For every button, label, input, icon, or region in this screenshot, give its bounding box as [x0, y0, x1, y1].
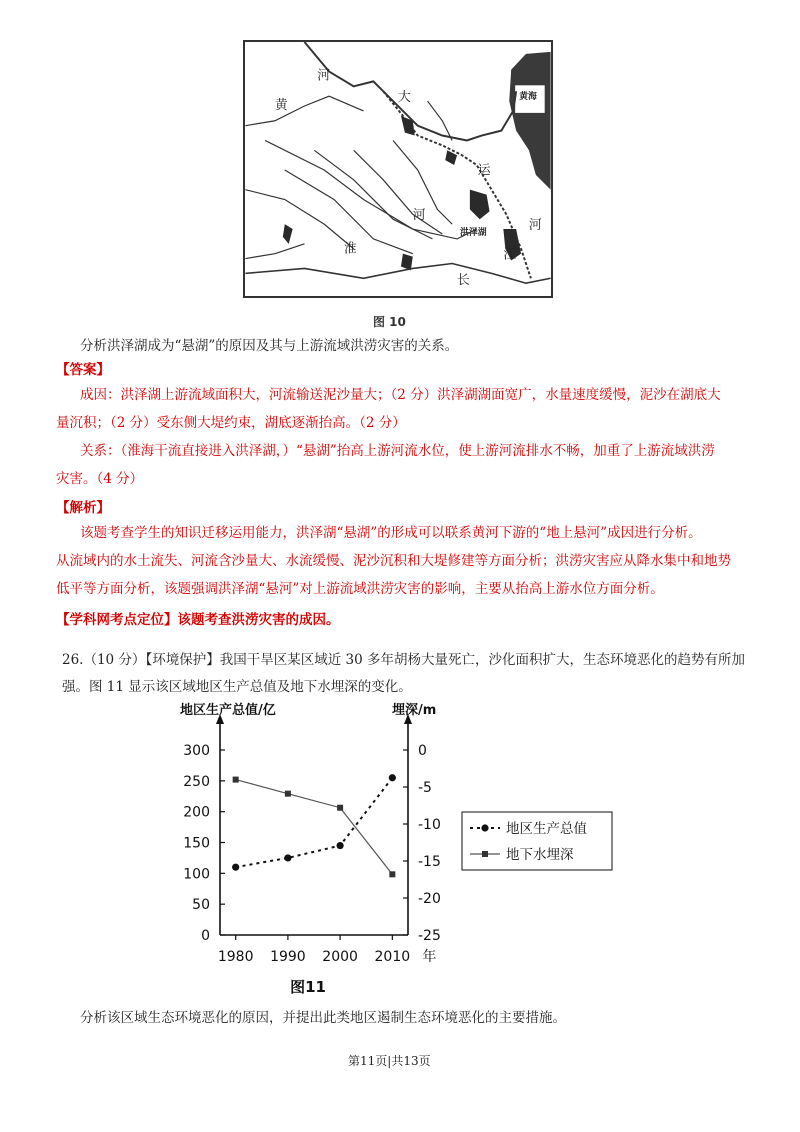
analysis-line-2: 从流域内的水土流失、河流含沙量大、水流缓慢、泥沙沉积和大堤修建等方面分析；洪涝灾害应从降水集中和地势 [56, 553, 731, 569]
series-line-groundwater [236, 780, 393, 875]
answer-line-2: 量沉积；（2 分）受东侧大堤约束，湖底逐渐抬高。（2 分） [56, 415, 406, 431]
yangtze-river-path [245, 264, 550, 284]
lake-west [283, 224, 293, 244]
map-label-huai: 淮 [343, 241, 357, 257]
left-tick-label: 100 [183, 866, 210, 883]
left-axis-label: 地区生产总值/亿 [180, 703, 276, 718]
chart-svg [170, 700, 620, 1000]
analysis-tag: 【解析】 [56, 500, 110, 516]
map-label-chang: 长 [457, 273, 470, 289]
legend-groundwater-marker [482, 851, 488, 857]
analysis-line-1: 该题考查学生的知识迁移运用能力，洪泽湖“悬湖”的形成可以联系黄河下游的“地上悬河”成因进行分析。 [80, 525, 702, 541]
lake-north-2 [445, 150, 457, 165]
map-label-da: 大 [398, 90, 411, 106]
right-tick-label: 0 [418, 743, 427, 759]
page-footer: 第11页|共13页 [348, 1054, 431, 1068]
groundwater-point [285, 791, 291, 797]
left-tick-label: 150 [183, 835, 210, 852]
legend-gdp-label: 地区生产总值 [506, 821, 587, 837]
q26-line-1: 26.（10 分）【环境保护】我国干旱区某区域近 30 多年胡杨大量死亡，沙化面积扩大，生态环境恶化的趋势有所加 [62, 652, 745, 668]
x-unit-label: 年 [422, 949, 437, 965]
answer-tag: 【答案】 [56, 362, 110, 378]
groundwater-point [389, 871, 395, 877]
right-tick-label: -15 [418, 854, 441, 870]
analysis-line-3: 低平等方面分析，该题强调洪泽湖“悬河”对上游流域洪涝灾害的影响，主要从抬高上游水位方面分析。 [56, 581, 664, 597]
q26-question: 分析该区域生态环境恶化的原因，并提出此类地区遏制生态环境恶化的主要措施。 [80, 1010, 566, 1026]
x-tick-label: 1980 [217, 949, 254, 965]
map-label-yun: 运 [477, 162, 491, 178]
answer-line-1: 成因：洪泽湖上游流域面积大，河流输送泥沙量大；（2 分）洪泽湖湖面宽广，水量速度缓慢，泥沙在湖底大 [80, 387, 721, 403]
tributary-upper-left [245, 96, 363, 126]
tributary-6 [245, 190, 353, 249]
lake-south [401, 254, 413, 271]
left-tick-label: 250 [183, 773, 210, 790]
yellow-sea-area [509, 52, 550, 190]
tributary-1 [265, 140, 477, 238]
x-tick-label: 2000 [322, 949, 358, 965]
map-label-he-top: 河 [317, 68, 331, 84]
gdp-point [389, 774, 396, 781]
left-tick-label: 200 [183, 804, 210, 821]
left-tick-label: 50 [192, 897, 210, 914]
gdp-point [337, 842, 344, 849]
x-tick-label: 1990 [270, 949, 306, 965]
map-caption: 图 10 [373, 315, 406, 329]
map-label-jiang: 江 [503, 247, 517, 263]
answer-line-3: 关系：（淮海干流直接进入洪泽湖，）“悬湖”抬高上游河流水位，使上游河流排水不畅，加重了上游流域洪涝 [80, 443, 715, 459]
series-line-gdp [236, 778, 393, 867]
map-label-he-right: 河 [528, 218, 542, 234]
map-label-yellow-sea: 黄海 [519, 92, 537, 103]
knowledge-point-locate: 【学科网考点定位】该题考查洪涝灾害的成因。 [56, 612, 340, 628]
gdp-point [232, 864, 239, 871]
river-map-figure [243, 40, 553, 298]
legend-groundwater-label: 地下水埋深 [506, 847, 574, 863]
right-axis-label: 埋深/m [392, 703, 437, 718]
legend-gdp-marker [481, 824, 488, 831]
map-label-hongze: 洪泽湖 [460, 227, 487, 238]
answer-line-4: 灾害。（4 分） [56, 471, 144, 487]
groundwater-point [233, 777, 239, 783]
tributary-3 [314, 150, 432, 239]
map-label-huang: 黄 [274, 97, 288, 113]
gdp-groundwater-chart [170, 700, 620, 1000]
left-tick-label: 300 [183, 743, 210, 759]
left-tick-label: 0 [201, 928, 210, 944]
right-tick-label: -10 [418, 817, 441, 833]
tributary-7 [245, 244, 304, 259]
river-map-svg [245, 42, 551, 296]
gdp-point [284, 854, 291, 861]
x-tick-label: 2010 [374, 949, 411, 965]
chart-title: 图11 [290, 978, 326, 996]
right-tick-label: -5 [418, 780, 432, 796]
q25-question: 分析洪泽湖成为“悬湖”的原因及其与上游流域洪涝灾害的关系。 [80, 338, 459, 354]
right-tick-label: -20 [418, 891, 441, 907]
hongze-lake [470, 190, 490, 220]
groundwater-point [337, 805, 343, 811]
lake-north-1 [401, 116, 415, 136]
map-label-he-mid: 河 [412, 208, 426, 224]
right-tick-label: -25 [418, 928, 441, 944]
q26-line-2: 强。图 11 显示该区域地区生产总值及地下水埋深的变化。 [62, 679, 412, 695]
